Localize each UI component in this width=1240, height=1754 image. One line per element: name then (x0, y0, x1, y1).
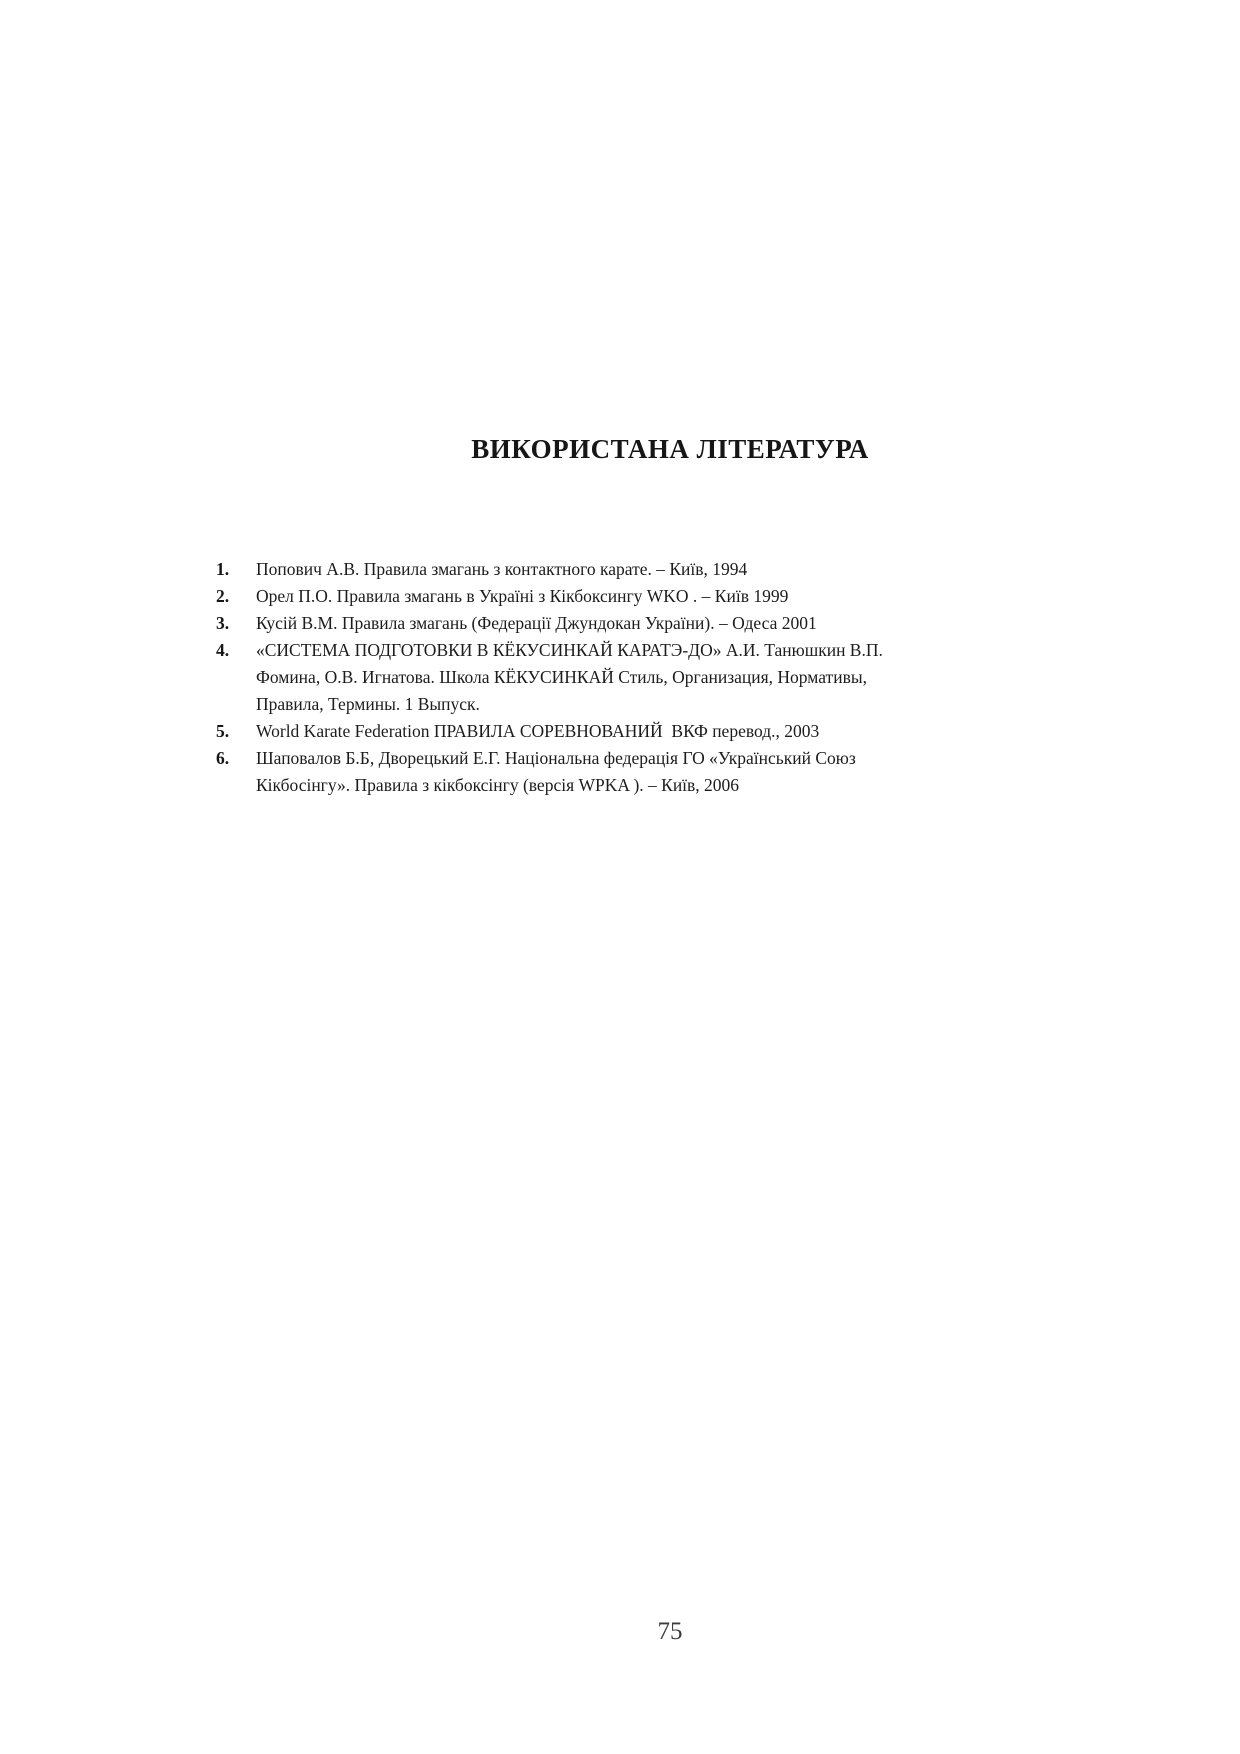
reference-number: 6. (216, 748, 230, 768)
page-title: ВИКОРИСТАНА ЛІТЕРАТУРА (471, 434, 869, 464)
reference-item (216, 610, 1096, 637)
reference-list (216, 556, 1096, 799)
reference-text (256, 556, 1096, 583)
reference-text-line: Попович А.В. Правила змагань з контактного карате. – Київ, 1994 (256, 559, 748, 579)
reference-item (216, 745, 1096, 799)
reference-item (216, 583, 1096, 610)
reference-text-line: «СИСТЕМА ПОДГОТОВКИ В КЁКУСИНКАЙ КАРАТЭ-ДО» А.И. Танюшкин В.П. (256, 640, 883, 660)
reference-number: 2. (216, 586, 230, 606)
reference-text-line: Орел П.О. Правила змагань в Україні з Кікбоксингу WKO . – Київ 1999 (256, 586, 789, 606)
reference-item (216, 556, 1096, 583)
reference-text-line: Фомина, О.В. Игнатова. Школа КЁКУСИНКАЙ Стиль, Организация, Нормативы, (256, 667, 867, 687)
reference-number: 5. (216, 721, 230, 741)
reference-text-line: Правила, Термины. 1 Выпуск. (256, 694, 480, 714)
reference-number: 1. (216, 559, 230, 579)
reference-number: 4. (216, 640, 230, 660)
reference-text (256, 745, 1096, 799)
reference-item (216, 637, 1096, 718)
reference-text (256, 583, 1096, 610)
reference-text (256, 610, 1096, 637)
reference-text-line: World Karate Federation ПРАВИЛА СОРЕВНОВАНИЙ ВКФ перевод., 2003 (256, 721, 820, 741)
reference-text (256, 718, 1096, 745)
reference-item (216, 718, 1096, 745)
reference-number: 3. (216, 613, 230, 633)
reference-text-line: Кусій В.М. Правила змагань (Федерації Джундокан України). – Одеса 2001 (256, 613, 817, 633)
reference-text-line: Шаповалов Б.Б, Дворецький Е.Г. Національна федерація ГО «Український Союз (256, 748, 856, 768)
reference-text (256, 637, 1096, 718)
reference-text-line: Кікбосінгу». Правила з кікбоксінгу (версія WPKA ). – Київ, 2006 (256, 775, 740, 795)
page-number: 75 (657, 1618, 683, 1645)
